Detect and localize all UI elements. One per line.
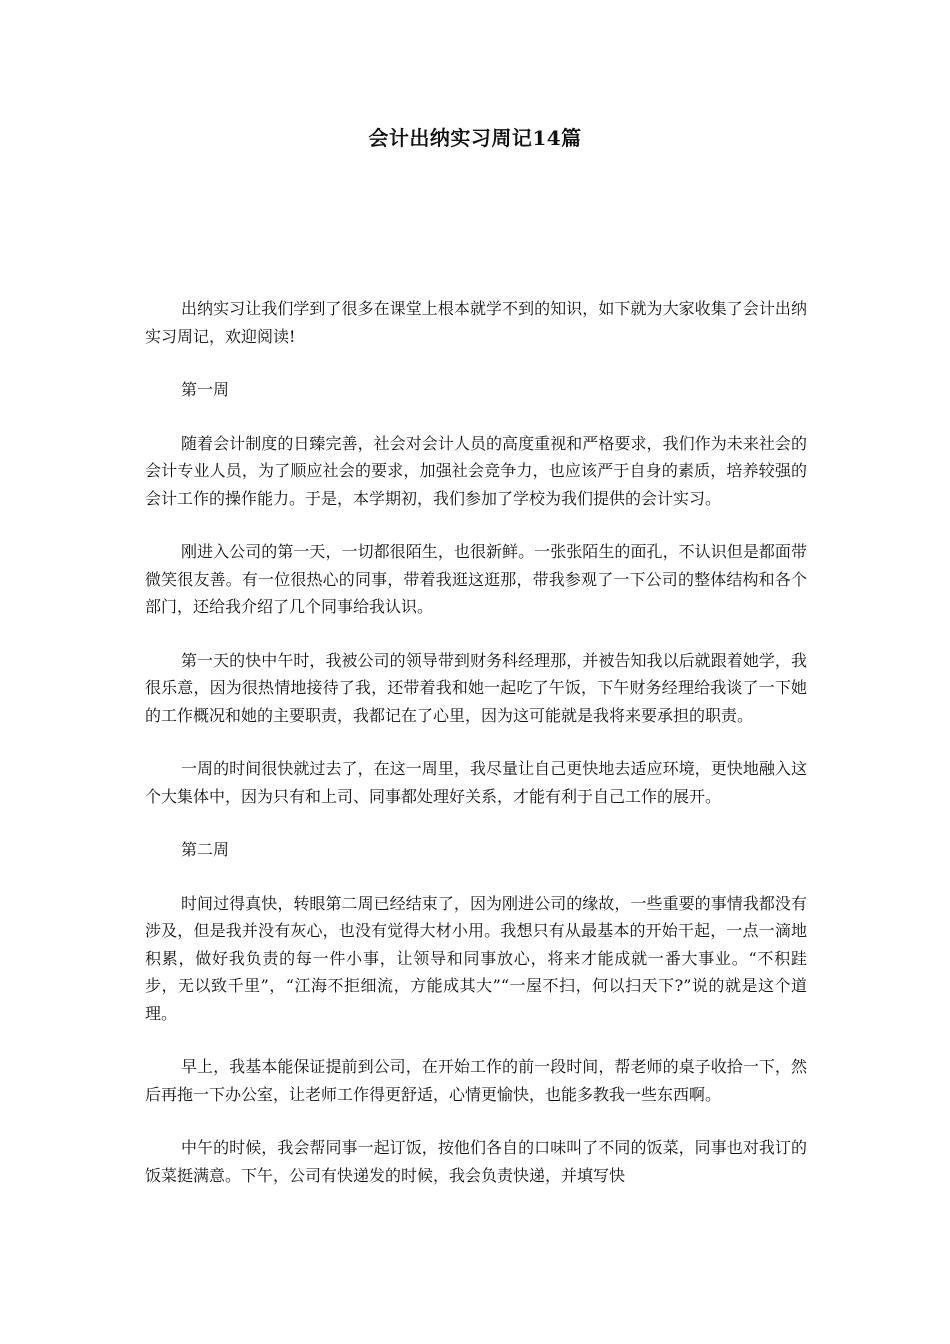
week-2-paragraph-1: 时间过得真快，转眼第二周已经结束了，因为刚进公司的缘故，一些重要的事情我都没有涉及，但是我并没有灰心，也没有觉得大材小用。我想只有从最基本的开始干起，一点一滴地积累，做好我负责的每一件小事，让领导和同事放心，将来才能成就一番大事业。“不积跬步，无以致千里”，“江海不拒细流，方能成其大”“一屋不扫，何以扫天下?”说的就是这个道理。: [145, 893, 807, 1023]
week-1-heading: 第一周: [181, 380, 230, 399]
week-1-paragraph-3: 第一天的快中午时，我被公司的领导带到财务科经理那，并被告知我以后就跟着她学，我很乐意，因为很热情地接待了我，还带着我和她一起吃了午饭，下午财务经理给我谈了一下她的工作概况和她的主要职责，我都记在了心里，因为这可能就是我将来要承担的职责。: [145, 650, 807, 725]
week-1-paragraph-1: 随着会计制度的日臻完善，社会对会计人员的高度重视和严格要求，我们作为未来社会的会计专业人员，为了顺应社会的要求，加强社会竞争力，也应该严于自身的素质，培养较强的会计工作的操作能力。于是，本学期初，我们参加了学校为我们提供的会计实习。: [145, 433, 807, 508]
week-1-paragraph-4: 一周的时间很快就过去了，在这一周里，我尽量让自己更快地去适应环境，更快地融入这个大集体中，因为只有和上司、同事都处理好关系，才能有利于自己工作的展开。: [145, 759, 807, 806]
week-2-paragraph-2: 早上，我基本能保证提前到公司，在开始工作的前一段时间，帮老师的桌子收拾一下，然后再拖一下办公室，让老师工作得更舒适，心情更愉快，也能多教我一些东西啊。: [145, 1057, 807, 1104]
intro-paragraph: 出纳实习让我们学到了很多在课堂上根本就学不到的知识，如下就为大家收集了会计出纳实习周记，欢迎阅读!: [145, 299, 807, 346]
week-2-paragraph-3: 中午的时候，我会帮同事一起订饭，按他们各自的口味叫了不同的饭菜，同事也对我订的饭菜挺满意。下午，公司有快递发的时候，我会负责快递，并填写快: [145, 1138, 807, 1185]
week-1-paragraph-2: 刚进入公司的第一天，一切都很陌生，也很新鲜。一张张陌生的面孔，不认识但是都面带微笑很友善。有一位很热心的同事，带着我逛这逛那，带我参观了一下公司的整体结构和各个部门，还给我介绍了几个同事给我认识。: [145, 542, 807, 616]
week-2-heading: 第二周: [181, 840, 230, 859]
document-title: 会计出纳实习周记14篇: [368, 126, 582, 150]
document-body: [145, 295, 807, 1215]
